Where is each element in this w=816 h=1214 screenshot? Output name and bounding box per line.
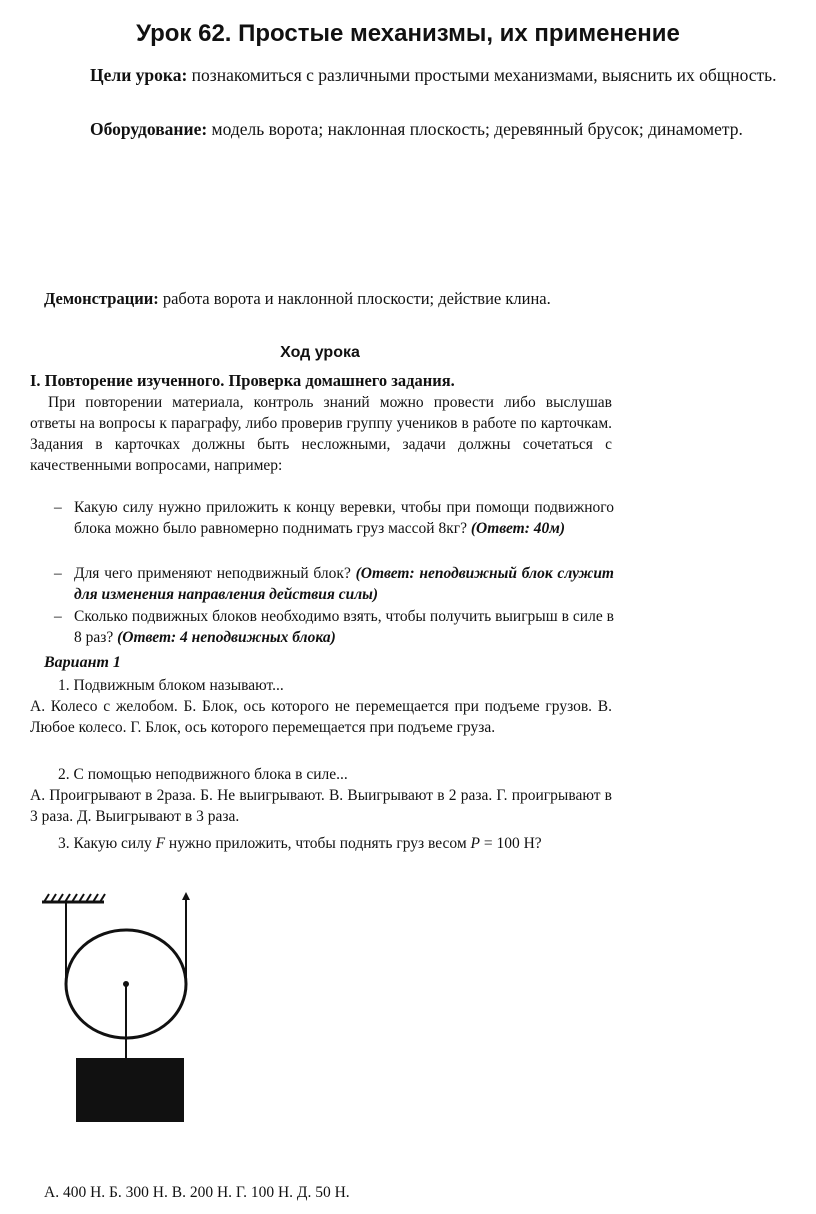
question-3-text: Сколько подвижных блоков необходимо взять, чтобы получить выигрыш в силе в 8 раз?	[74, 608, 614, 646]
goals-label: Цели урока:	[90, 65, 188, 85]
item-3-answers: А. 400 Н. Б. 300 Н. В. 200 Н. Г. 100 Н. Д. 50 Н.	[44, 1184, 350, 1201]
lesson-demonstrations	[44, 288, 610, 310]
section1-text: При повторении материала, контроль знаний можно провести либо выслушав ответы на вопросы к параграфу, либо проверив группу учеников в работе по карточкам. Задания в карточках должны быть несложными, задачи должны сочетаться с качественными вопросами, например:	[30, 394, 612, 474]
equipment-label: Оборудование:	[90, 119, 208, 139]
lesson-equipment	[64, 118, 778, 141]
load-block	[76, 1058, 184, 1122]
question-3-answer: (Ответ: 4 неподвижных блока)	[113, 629, 336, 646]
course-title: Ход урока	[280, 344, 360, 361]
force-symbol: F	[155, 835, 166, 852]
demos-text: работа ворота и наклонной плоскости; действие клина.	[158, 289, 551, 308]
question-2: – Для чего применяют неподвижный блок? (Ответ: неподвижный блок служит для изменения направления действия силы)	[54, 565, 614, 603]
goals-text: познакомиться с различными простыми механизмами, выяснить их общность.	[187, 65, 777, 85]
demos-label: Демонстрации:	[44, 289, 159, 308]
item-1-question: 1. Подвижным блоком называют...	[58, 677, 284, 694]
item-2-answers: А. Проигрывают в 2раза. Б. Не выигрывают. В. Выигрывают в 2 раза. Г. проигрывают в 3 раза. Д. Выигрывают в 3 раза.	[30, 787, 612, 825]
lesson-title: Урок 62. Простые механизмы, их применение	[136, 20, 680, 47]
force-arrow	[182, 892, 190, 908]
item-2-question: 2. С помощью неподвижного блока в силе...	[58, 766, 348, 783]
question-1-text: Какую силу нужно приложить к концу веревки, чтобы при помощи подвижного блока можно было равномерно поднимать груз массой 8кг?	[74, 499, 614, 537]
question-3: – Сколько подвижных блоков необходимо взять, чтобы получить выигрыш в силе в 8 раз? (Ответ: 4 неподвижных блока)	[54, 608, 614, 646]
item-3-question: 3. Какую силу F нужно приложить, чтобы поднять груз весом P = 100 Н?	[58, 835, 542, 852]
question-1: – Какую силу нужно приложить к концу веревки, чтобы при помощи подвижного блока можно было равномерно поднимать груз массой 8кг? (Ответ: 40м)	[54, 499, 614, 537]
weight-symbol: P	[470, 835, 480, 852]
question-2-answer: (Ответ: неподвижный блок служит для изменения направления действия силы)	[74, 565, 614, 603]
section1-title: I. Повторение изученного. Проверка домашнего задания.	[30, 371, 455, 390]
variant-title: Вариант 1	[44, 654, 121, 671]
ceiling-support	[42, 894, 105, 902]
question-1-answer: (Ответ: 40м)	[466, 520, 566, 537]
lesson-goals	[64, 64, 778, 87]
pulley-diagram	[36, 890, 196, 1130]
equipment-text: модель ворота; наклонная плоскость; деревянный брусок; динамометр.	[207, 119, 743, 139]
question-2-text: Для чего применяют неподвижный блок?	[74, 565, 351, 582]
item-1-answers: А. Колесо с желобом. Б. Блок, ось которого не перемещается при подъеме грузов. В. Любое колесо. Г. Блок, ось которого перемещается при подъеме груза.	[30, 698, 612, 736]
